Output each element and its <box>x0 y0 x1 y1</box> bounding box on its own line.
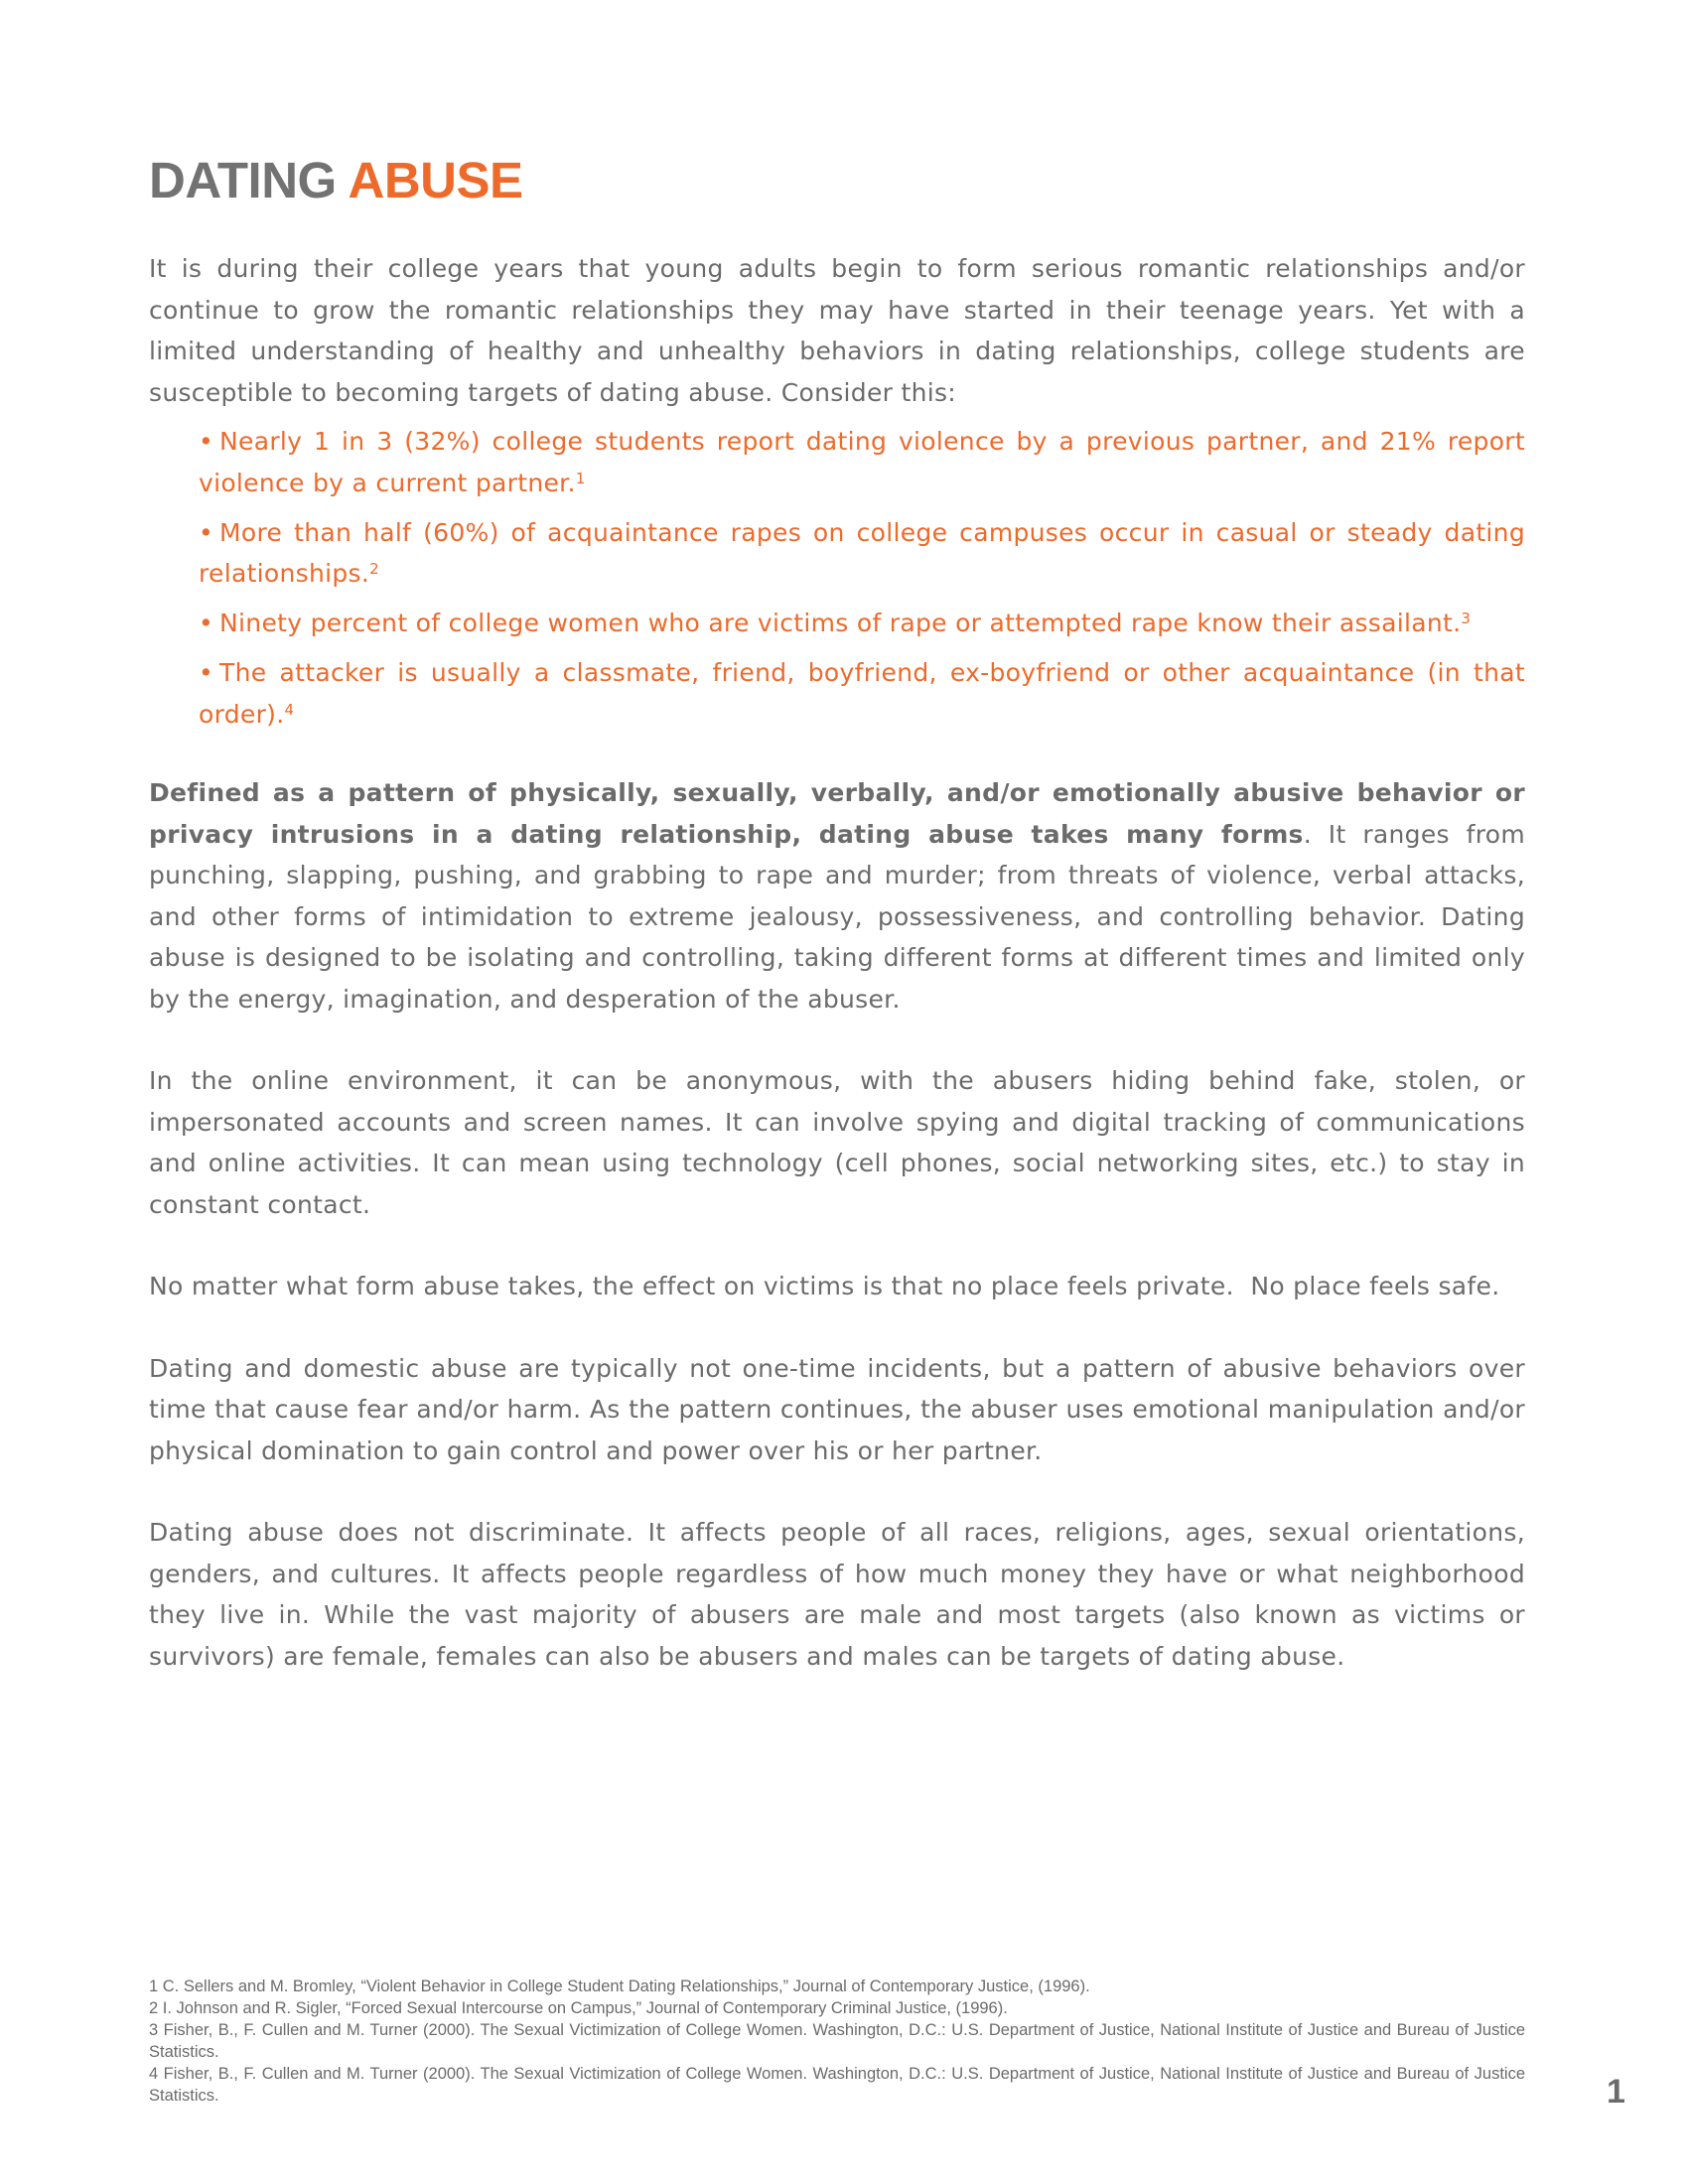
footnote-4: 4 Fisher, B., F. Cullen and M. Turner (2000). The Sexual Victimization of College Women. Washington, D.C.: U.S. Department of Justice, National Institute of Justice and Bureau of Justice Statistics. <box>149 2065 1525 2105</box>
discriminate-paragraph: Dating abuse does not discriminate. It affects people of all races, religions, ages, sexual orientations, genders, and cultures. It affects people regardless of how much money they have or what neighborhood they live in. While the vast majority of abusers are male and most targets (also known as victims or survivors) are female, females can also be abusers and males can be targets of dating abuse. <box>149 1518 1525 1671</box>
online-paragraph: In the online environment, it can be anonymous, with the abusers hiding behind fake, stolen, or impersonated accounts and screen names. It can involve spying and digital tracking of communications and online activities. It can mean using technology (cell phones, social networking sites, etc.) to stay in constant contact. <box>149 1066 1525 1219</box>
bullet-icon: • <box>199 517 214 547</box>
title-part-abuse: ABUSE <box>348 152 523 208</box>
statistics-list <box>149 421 1525 735</box>
list-item <box>199 652 1525 735</box>
footnote-3: 3 Fisher, B., F. Cullen and M. Turner (2000). The Sexual Victimization of College Women. Washington, D.C.: U.S. Department of Justice, National Institute of Justice and Bureau of Justice Statistics. <box>149 2021 1525 2061</box>
footnote-ref: 3 <box>1461 610 1472 627</box>
bullet-icon: • <box>199 609 214 637</box>
title-part-dating: DATING <box>149 152 337 208</box>
bullet-icon: • <box>199 427 214 456</box>
definition-bold: Defined as a pattern of physically, sexually, verbally, and/or emotionally abusive behavior or privacy intrusions in a dating relationship, dating abuse takes many forms <box>149 778 1525 849</box>
no-matter-paragraph: No matter what form abuse takes, the effect on victims is that no place feels private. No place feels safe. <box>149 1272 1500 1300</box>
list-item <box>199 512 1525 595</box>
footnote-ref: 4 <box>284 700 295 719</box>
bullet-text: Ninety percent of college women who are victims of rape or attempted rape know their assailant. <box>219 609 1462 637</box>
intro-paragraph: It is during their college years that young adults begin to form serious romantic relationships and/or continue to grow the romantic relationships they may have started in their teenage years. Yet with a limited understanding of healthy and unhealthy behaviors in dating relationships, college students are susceptible to becoming targets of dating abuse. Consider this: <box>149 254 1525 407</box>
footnotes <box>149 1976 1525 2107</box>
footnote-ref: 1 <box>575 469 586 487</box>
bullet-text: More than half (60%) of acquaintance rapes on college campuses occur in casual or steady dating relationships. <box>199 517 1525 588</box>
list-item <box>199 603 1525 644</box>
pattern-paragraph: Dating and domestic abuse are typically not one-time incidents, but a pattern of abusive behaviors over time that cause fear and/or harm. As the pattern continues, the abuser uses emotional manipulation and/or physical domination to gain control and power over his or her partner. <box>149 1353 1525 1465</box>
bullet-icon: • <box>199 658 214 687</box>
footnote-ref: 2 <box>369 560 379 578</box>
footnote-1: 1 C. Sellers and M. Bromley, “Violent Behavior in College Student Dating Relationships,” Journal of Contemporary Justice, (1996). <box>149 1978 1090 1995</box>
list-item <box>199 421 1525 503</box>
page-number: 1 <box>1607 2073 1625 2111</box>
document-page <box>149 151 1525 1677</box>
definition-rest: . It ranges from punching, slapping, pushing, and grabbing to rape and murder; from threats of violence, verbal attacks, and other forms of intimidation to extreme jealousy, possessiveness, and controlling behavior. Dating abuse is designed to be isolating and controlling, taking different forms at different times and limited only by the energy, imagination, and desperation of the abuser. <box>149 819 1525 1014</box>
page-title <box>149 151 1525 210</box>
definition-paragraph <box>149 772 1525 1020</box>
bullet-text: Nearly 1 in 3 (32%) college students report dating violence by a previous partner, and 21% report violence by a current partner. <box>199 427 1525 497</box>
bullet-text: The attacker is usually a classmate, friend, boyfriend, ex-boyfriend or other acquaintance (in that order). <box>199 658 1525 729</box>
footnote-2: 2 I. Johnson and R. Sigler, “Forced Sexual Intercourse on Campus,” Journal of Contemporary Criminal Justice, (1996). <box>149 1999 1008 2017</box>
